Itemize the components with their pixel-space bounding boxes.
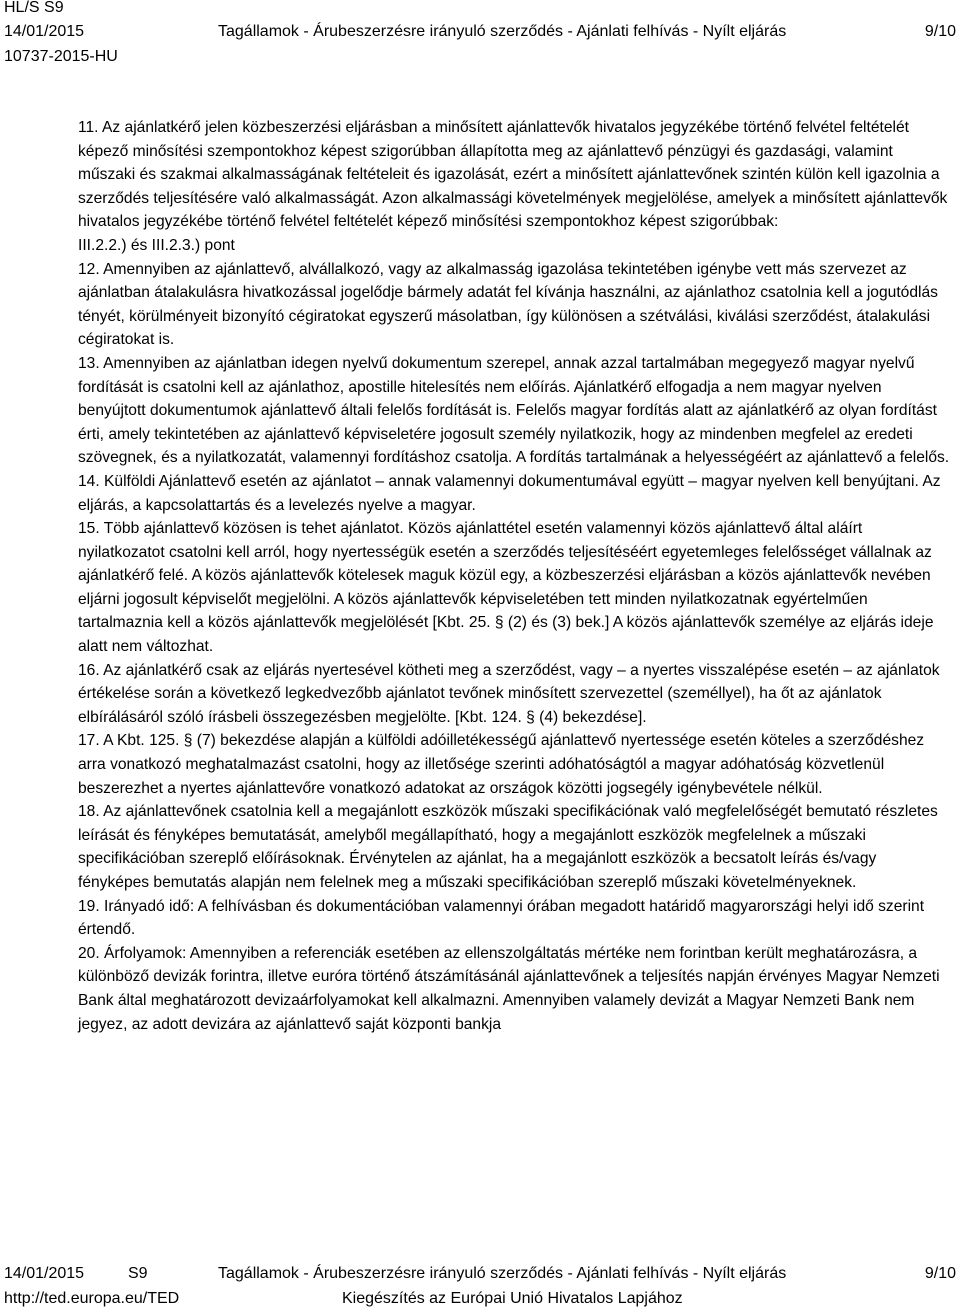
paragraph-18: 18. Az ajánlattevőnek csatolnia kell a megajánlott eszközök műszaki specifikációnak való megfelelőségét bemutató részletes leírását és fényképes bemutatását, amelyből megállapítható, hogy a megajánlott eszközök megfelelnek a műszaki specifikációban szereplő előírásoknak. Érvénytelen az ajánlat, ha a megajánlott eszközök a becsatolt leírás és/vagy fényképes bemutatás alapján nem felelnek meg a műszaki specifikációban szereplő műszaki követelményeknek. xyxy=(78,803,938,891)
paragraph-17: 17. A Kbt. 125. § (7) bekezdése alapján a külföldi adóilletékességű ajánlattevő nyertessége esetén köteles a szerződéshez arra vonatkozó meghatalmazást csatolni, hogy az illetősége szerinti adóhatóságtól a magyar adóhatóság közvetlenül beszerezhet a nyertes ajánlattevőre vonatkozó adatokat az országok közötti jogsegély igénybevétele nélkül. xyxy=(78,732,925,797)
footer-url[interactable]: http://ted.europa.eu/TED xyxy=(4,1290,180,1307)
header-code: HL/S S9 xyxy=(4,0,64,16)
footer-publisher: Kiegészítés az Európai Unió Hivatalos Lapjához xyxy=(342,1290,683,1307)
paragraph-15: 15. Több ajánlattevő közösen is tehet ajánlatot. Közös ajánlattétel esetén valamennyi közös ajánlattevő által aláírt nyilatkozatot csatolni kell arról, hogy nyertességük esetén a szerződés teljesítéséért egyetemleges felelősséget vállalnak az ajánlatkérő felé. A közös ajánlattevők kötelesek maguk közül egy, a közbeszerzési eljárásban a közös ajánlattevők nevében eljárni jogosult képviselőt megjelölni. A közös ajánlattevők képviseletében tett minden nyilatkozatnak egyértelműen tartalmaznia kell a közös ajánlattevők megjelölését [Kbt. 25. § (2) és (3) bek.] A közös ajánlattevők személye az eljárás ideje alatt nem változhat. xyxy=(78,520,934,656)
footer-section: S9 xyxy=(128,1265,148,1282)
footer-date: 14/01/2015 xyxy=(4,1265,85,1282)
paragraph-14: 14. Külföldi Ajánlattevő esetén az ajánlatot – annak valamennyi dokumentumával együtt – magyar nyelven kell benyújtani. Az eljárás, a kapcsolattartás és a levelezés nyelve a magyar. xyxy=(78,472,941,514)
header-notice-id: 10737-2015-HU xyxy=(4,48,118,65)
footer-page-number: 9/10 xyxy=(924,1265,956,1282)
paragraph-20: 20. Árfolyamok: Amennyiben a referenciák esetében az ellenszolgáltatás mértéke nem forintban került meghatározásra, a különböző devizák forintra, illetve euróra történő átszámításánál ajánlattevőnek a teljesítés napján érvényes Magyar Nemzeti Bank által meghatározott devizaárfolyamokat kell alkalmazni. Amennyiben valamely devizát a Magyar Nemzeti Bank nem jegyez, az adott devizára az ajánlattevő saját központi bankja xyxy=(78,944,940,1033)
paragraph-16: 16. Az ajánlatkérő csak az eljárás nyertesével kötheti meg a szerződést, vagy – a nyertes visszalépése esetén – az ajánlatok értékelése során a következő legkedvezőbb ajánlatot tevőnek minősített szervezettel (személlyel), ha őt az ajánlatok elbírálásáról szóló írásbeli összegezésben megjelölte. [Kbt. 124. § (4) bekezdése]. xyxy=(78,661,940,726)
footer-title: Tagállamok - Árubeszerzésre irányuló szerződés - Ajánlati felhívás - Nyílt eljárás xyxy=(218,1265,787,1282)
paragraph-13: 13. Amennyiben az ajánlatban idegen nyelvű dokumentum szerepel, annak azzal tartalmában megegyező magyar nyelvű fordítását is csatolni kell az ajánlathoz, apostille hitelesítés nem előírás. Ajánlatkérő elfogadja a nem magyar nyelven benyújtott dokumentumok ajánlattevő általi felelős fordítását is. Felelős magyar fordítás alatt az ajánlatkérő az olyan fordítást érti, amely tekintetében az ajánlattevő képviseletére jogosult személy nyilatkozik, hogy az mindenben megfelel az eredeti szövegnek, és a nyilatkozatát, valamennyi fordításhoz csatolja. A fordítás tartalmának a helyességéért az ajánlattevő a felelős. xyxy=(78,354,950,467)
paragraph-11: 11. Az ajánlatkérő jelen közbeszerzési eljárásban a minősített ajánlattevők hivatalos jegyzékébe történő felvétel feltételét képező minősítési szempontokhoz képest szigorúbban állapította meg az ajánlattevő pénzügyi és gazdasági, valamint műszaki és szakmai alkalmasságának feltételeit és igazolását, ezért a minősített ajánlattevőnek szintén külön kell igazolnia a szerződés teljesítésére való alkalmasságát. Azon alkalmassági követelmények megjelölése, amelyek a minősített ajánlattevők hivatalos jegyzékébe történő felvétel feltételét képező minősítési szempontokhoz képest szigorúbbak: xyxy=(78,119,948,231)
header-title: Tagállamok - Árubeszerzésre irányuló szerződés - Ajánlati felhívás - Nyílt eljárás xyxy=(218,23,787,40)
document-body xyxy=(78,116,950,1036)
header-page-number: 9/10 xyxy=(924,23,956,40)
header-date: 14/01/2015 xyxy=(4,23,85,40)
paragraph-12: 12. Amennyiben az ajánlattevő, alvállalkozó, vagy az alkalmasság igazolása tekintetében igénybe vett más szervezet az ajánlatban átalakulásra hivatkozással jogelődje bármely adatát fel kívánja használni, az ajánlathoz csatolnia kell a jogutódlás tényét, körülményeit bizonyító cégiratokat egyszerű másolatban, így különösen a szétválási, kiválási szerződést, átalakulási cégiratokat is. xyxy=(78,260,938,349)
page-header xyxy=(0,0,960,70)
paragraph-11-criteria: III.2.2.) és III.2.3.) pont xyxy=(78,236,235,254)
page-footer xyxy=(0,1262,960,1311)
paragraph-19: 19. Irányadó idő: A felhívásban és dokumentációban valamennyi órában megadott határidő magyarországi helyi idő szerint értendő. xyxy=(78,897,925,939)
